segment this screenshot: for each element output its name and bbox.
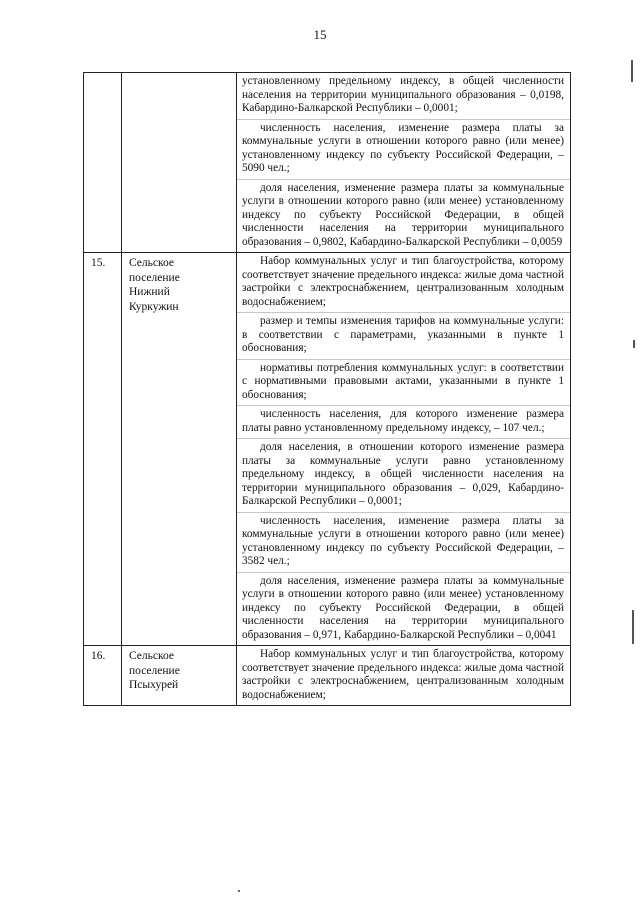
scan-edge-mark	[632, 610, 634, 644]
description-paragraph: Набор коммунальных услуг и тип благоустройства, которому соответствует значение предельного индекса: жилые дома частной застройки с электроснабжением, централизованным холодным водоснабжением;	[242, 648, 564, 701]
description-paragraph: установленному предельному индексу, в общей численности населения на территории муниципального образования – 0,0198, Кабардино-Балкарской Республики – 0,0001;	[242, 75, 564, 114]
table-row	[84, 73, 571, 253]
settlement-name: Сельское поселение Нижний Куркужин	[129, 257, 180, 313]
description-paragraph: численность населения, для которого изменение размера платы равно установленному предельному индексу, – 107 чел.;	[237, 405, 570, 438]
description-paragraph: численность населения, изменение размера платы за коммунальные услуги в отношении которого равно (или менее) установленному индексу по субъекту Российской Федерации, – 3582 чел.;	[237, 512, 570, 572]
description-paragraph: доля населения, изменение размера платы за коммунальные услуги в отношении которого равно (или менее) установленному индексу по субъекту Российской Федерации, в общей численности населения на территории муниципального образования – 0,971, Кабардино-Балкарской Республики – 0,0041	[237, 572, 570, 646]
table-row	[84, 253, 571, 646]
description-paragraph: доля населения, изменение размера платы за коммунальные услуги в отношении которого равно (или менее) установленному индексу по субъекту Российской Федерации, в общей численности населения на территории муниципального образования – 0,9802, Кабардино-Балкарской Республики – 0,0059	[237, 179, 570, 253]
settlement-name-cell	[122, 253, 237, 646]
scan-dot	[238, 890, 240, 892]
row-number: 16.	[91, 650, 106, 662]
row-number-cell	[84, 646, 122, 706]
settlement-name	[122, 73, 236, 76]
row-number: 15.	[91, 257, 106, 269]
table-row	[84, 646, 571, 706]
description-cell	[237, 73, 571, 253]
scan-edge-mark	[631, 60, 633, 82]
settlement-name-cell	[122, 646, 237, 706]
description-paragraph: размер и темпы изменения тарифов на коммунальные услуги: в соответствии с параметрами, указанными в пункте 1 обоснования;	[237, 312, 570, 359]
row-number-cell	[84, 253, 122, 646]
row-number-cell	[84, 73, 122, 253]
description-cell	[237, 646, 571, 706]
description-paragraph: нормативы потребления коммунальных услуг: в соответствии с нормативными правовыми актами, указанными в пункте 1 обоснования;	[237, 359, 570, 406]
settlement-name: Сельское поселение Псыхурей	[129, 650, 180, 692]
row-number	[84, 73, 121, 76]
data-table	[83, 72, 571, 706]
scan-edge-mark	[633, 340, 635, 348]
settlement-name-cell	[122, 73, 237, 253]
description-paragraph: Набор коммунальных услуг и тип благоустройства, которому соответствует значение предельного индекса: жилые дома частной застройки с электроснабжением, централизованным холодным водоснабжением;	[242, 255, 564, 308]
page-number: 15	[313, 27, 327, 42]
description-paragraph: численность населения, изменение размера платы за коммунальные услуги в отношении которого равно (или менее) установленному индексу по субъекту Российской Федерации, – 5090 чел.;	[237, 119, 570, 179]
description-paragraph: доля населения, в отношении которого изменение размера платы за коммунальные услуги равно установленному предельному индексу, в общей численности населения на территории муниципального образования – 0,029, Кабардино-Балкарской Республики – 0,0001;	[237, 438, 570, 512]
description-cell	[237, 253, 571, 646]
